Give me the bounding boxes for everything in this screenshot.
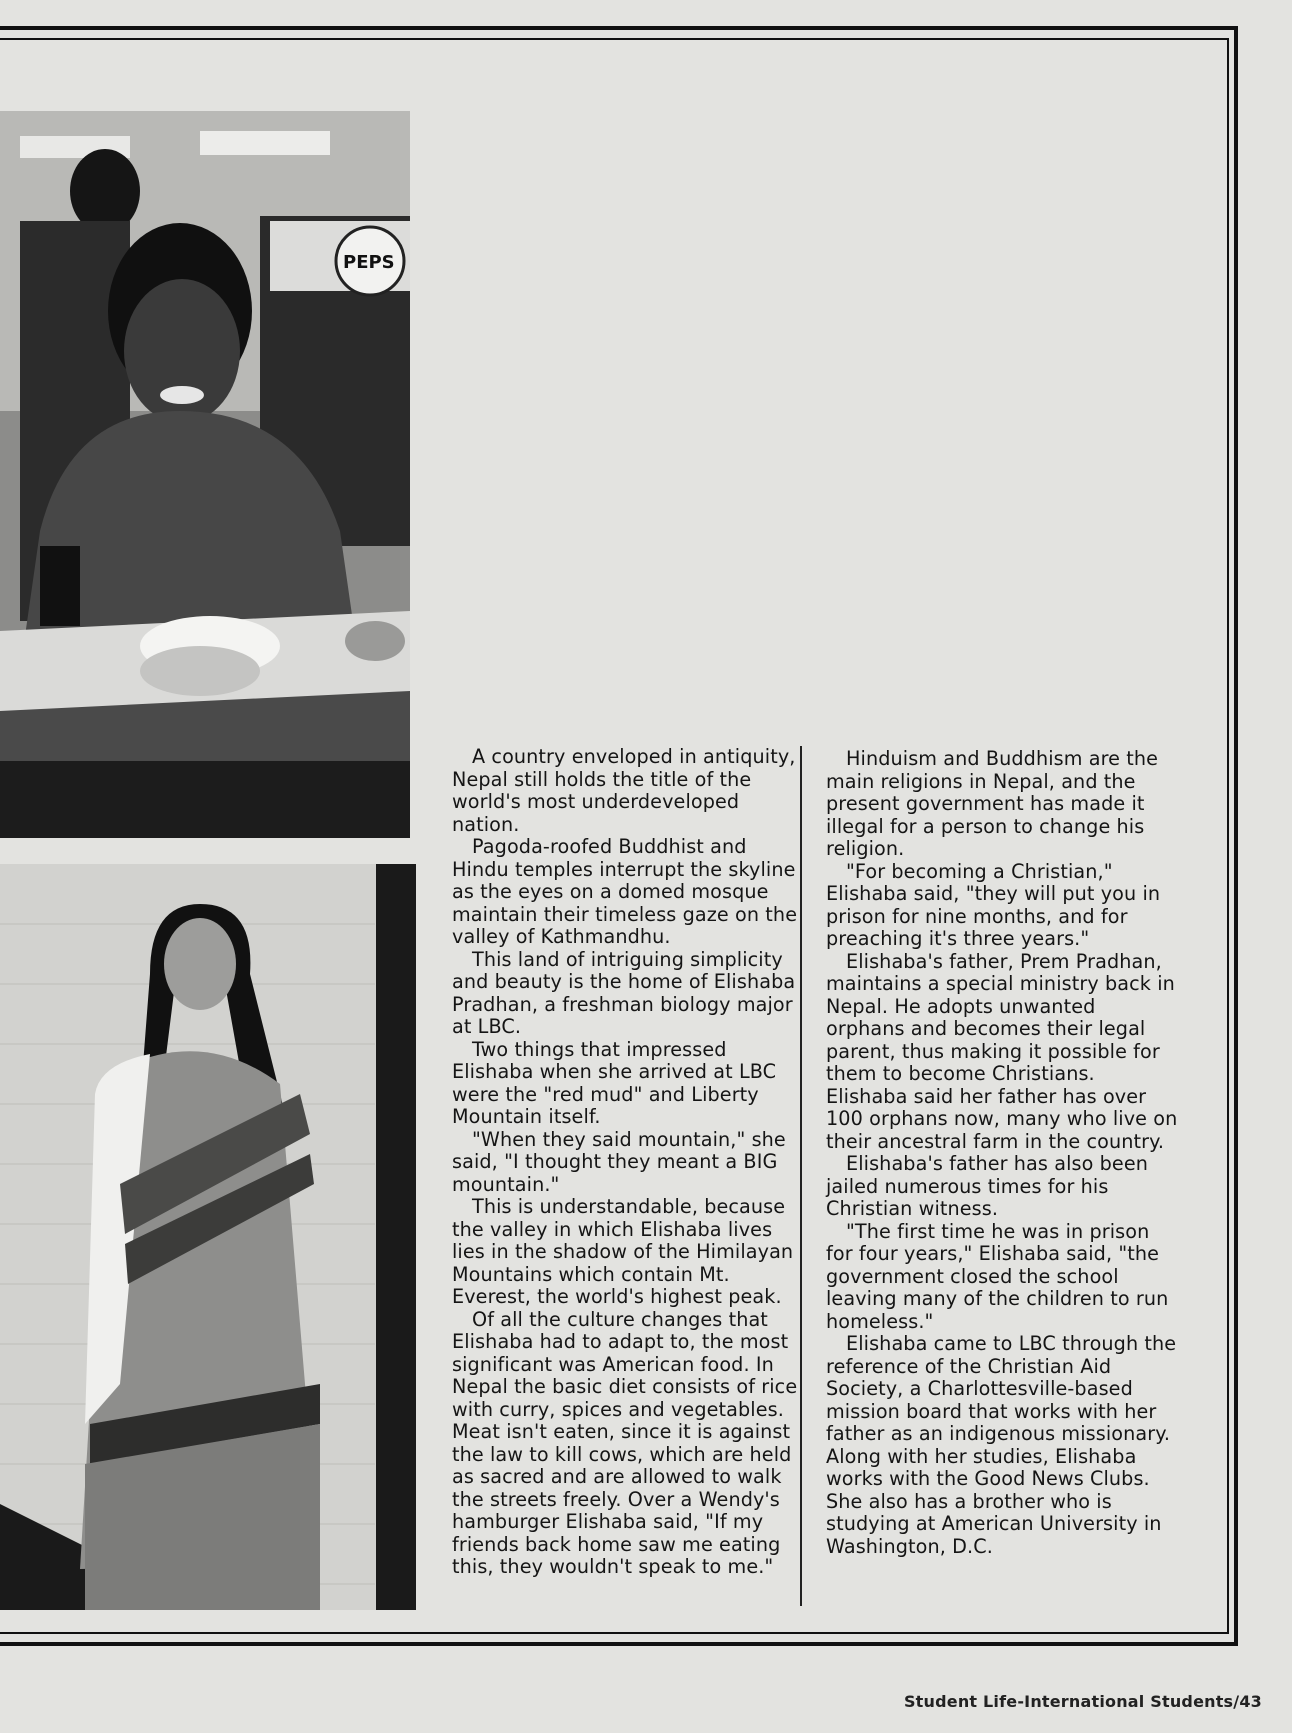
article-paragraph: Elishaba came to LBC through the reference of the Christian Aid Society, a Charlottesville-based mission board that works with her father as an indigenous missionary. Along with her studies, Elishaba works with the Good News Clubs. She also has a brother who is studying at American University in Washington, D.C. [826,1332,1177,1558]
article-paragraph: This land of intriguing simplicity and beauty is the home of Elishaba Pradhan, a freshman biology major at LBC. [452,947,796,1038]
article-paragraph: Of all the culture changes that Elishaba had to adapt to, the most significant was American food. In Nepal the basic diet consists of rice with curry, spices and vegetables. Meat isn't eaten, since it is against the law to kill cows, which are held as sacred and are allowed to walk the streets freely. Over a Wendy's hamburger Elishaba said, "If my friends back home saw me eating this, they wouldn't speak to me." [452,1307,798,1578]
photo-cafeteria-student [0,111,410,838]
pepsi-sign-text: PEPS [343,252,395,273]
article-paragraph: Hinduism and Buddhism are the main religions in Nepal, and the present government has made it illegal for a person to change his religion. [826,747,1159,860]
article-paragraph: "When they said mountain," she said, "I thought they meant a BIG mountain." [452,1127,786,1196]
page-footer: Student Life-International Students/43 [903,1692,1262,1711]
article-paragraph: "The first time he was in prison for four years," Elishaba said, "the government closed the school leaving many of the children to run homeless." [826,1219,1169,1333]
article-column-1 [452,746,798,1579]
article-paragraph: Two things that impressed Elishaba when she arrived at LBC were the "red mud" and Liberty Mountain itself. [452,1037,777,1128]
article-paragraph: Elishaba's father has also been jailed numerous times for his Christian witness. [826,1152,1148,1220]
article-paragraph: "For becoming a Christian," Elishaba said, "they will put you in prison for nine months, and for preaching it's three years." [826,859,1161,950]
article-paragraph: This is understandable, because the valley in which Elishaba lives lies in the shadow of the Himilayan Mountains which contain Mt. Everest, the world's highest peak. [452,1195,794,1308]
article-paragraph: Elishaba's father, Prem Pradhan, maintains a special ministry back in Nepal. He adopts unwanted orphans and becomes their legal parent, thus making it possible for them to become Christians. Elishaba said her father has over 100 orphans now, many who live on their ancestral farm in the country. [826,949,1178,1153]
article-column-2 [826,748,1178,1558]
photo-elishaba-portrait [0,864,416,1610]
article-paragraph: Pagoda-roofed Buddhist and Hindu temples interrupt the skyline as the eyes on a domed mosque maintain their timeless gaze on the valley of Kathmandhu. [452,835,798,948]
column-divider [800,746,802,1606]
article-paragraph: A country enveloped in antiquity, Nepal still holds the title of the world's most underdeveloped nation. [452,745,796,836]
